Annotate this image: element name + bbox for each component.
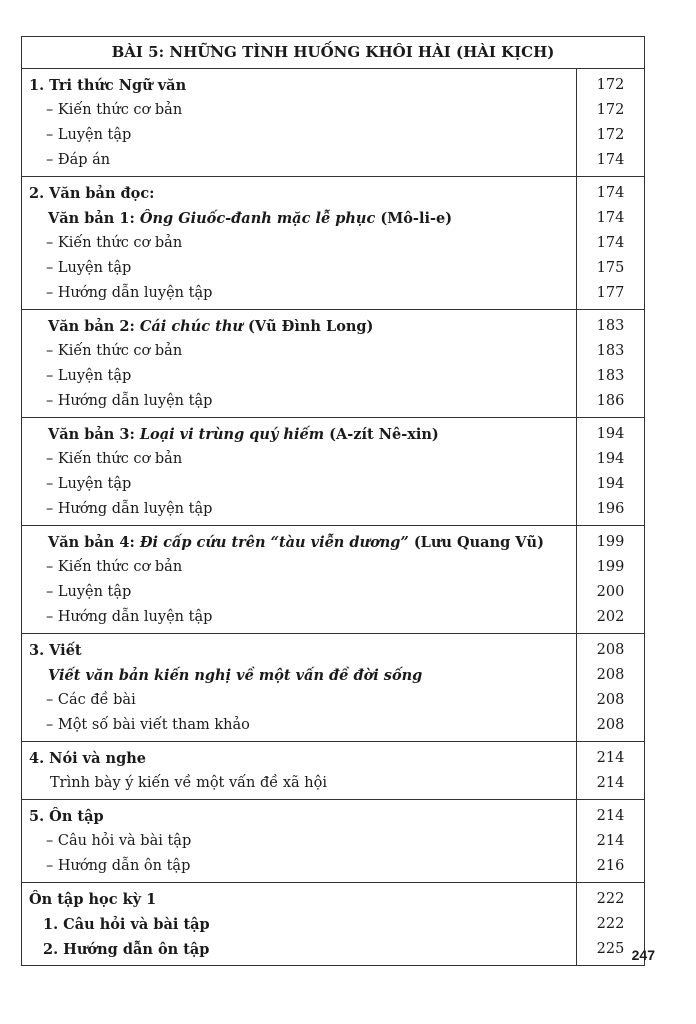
work-title: Viết văn bản kiến nghị về một vấn đề đời sống <box>48 667 423 684</box>
page-ref: 208 <box>596 667 625 683</box>
entry-author: (Mô-li-e) <box>375 210 453 227</box>
page-ref: 225 <box>596 941 625 957</box>
toc-section <box>22 883 644 965</box>
page-ref: 208 <box>596 642 625 658</box>
toc-entry: – Một số bài viết tham khảo <box>46 717 250 733</box>
toc-entry: Ôn tập học kỳ 1 <box>29 891 157 908</box>
toc-entry: – Kiến thức cơ bản <box>46 343 183 359</box>
page-ref: 174 <box>596 185 625 201</box>
page-column <box>576 526 644 633</box>
toc-entry: 2. Hướng dẫn ôn tập <box>43 941 210 958</box>
toc-entry <box>22 314 576 339</box>
page-ref: 183 <box>596 318 625 334</box>
toc-entry: – Hướng dẫn luyện tập <box>46 285 213 301</box>
toc-entries <box>22 69 576 176</box>
toc-section <box>22 310 644 418</box>
toc-section <box>22 634 644 742</box>
toc-section <box>22 69 644 177</box>
page-ref: 196 <box>596 501 625 517</box>
page-ref: 174 <box>596 152 625 168</box>
entry-author: (A-zít Nê-xin) <box>324 426 439 443</box>
entry-label: Văn bản 2: <box>48 318 140 335</box>
page-ref: 194 <box>596 426 625 442</box>
work-title: Ông Giuốc-đanh mặc lễ phục <box>139 210 376 227</box>
toc-entry: Trình bày ý kiến về một vấn đề xã hội <box>50 775 327 791</box>
page-ref: 199 <box>596 559 625 575</box>
toc-entry <box>22 530 576 555</box>
toc-entry: 1. Câu hỏi và bài tập <box>43 916 210 933</box>
table-of-contents <box>21 36 645 966</box>
page-ref: 202 <box>596 609 625 625</box>
toc-entry: – Kiến thức cơ bản <box>46 559 183 575</box>
work-title: Đi cấp cứu trên “tàu viễn dương” <box>139 534 409 551</box>
page-ref: 186 <box>596 393 625 409</box>
page-column <box>576 742 644 799</box>
entry-label: Văn bản 1: <box>48 210 140 227</box>
entry-label: Văn bản 3: <box>48 426 140 443</box>
toc-entry <box>22 663 576 688</box>
toc-entries <box>22 177 576 309</box>
toc-entry: – Luyện tập <box>46 584 132 600</box>
toc-entry: 5. Ôn tập <box>29 808 104 825</box>
toc-section <box>22 177 644 310</box>
toc-section <box>22 526 644 634</box>
toc-entry: – Luyện tập <box>46 127 132 143</box>
toc-entry: – Hướng dẫn luyện tập <box>46 393 213 409</box>
toc-entry <box>22 422 576 447</box>
page-column <box>576 177 644 309</box>
page-ref: 208 <box>596 692 625 708</box>
page-ref: 174 <box>596 210 625 226</box>
page-ref: 175 <box>596 260 625 276</box>
toc-entry: – Luyện tập <box>46 476 132 492</box>
page-ref: 214 <box>596 750 625 766</box>
toc-entry: – Kiến thức cơ bản <box>46 102 183 118</box>
toc-entry: – Kiến thức cơ bản <box>46 451 183 467</box>
toc-section <box>22 418 644 526</box>
entry-author: (Vũ Đình Long) <box>242 318 374 335</box>
page-ref: 183 <box>596 343 625 359</box>
toc-entry: – Hướng dẫn luyện tập <box>46 609 213 625</box>
toc-entry: 4. Nói và nghe <box>29 750 146 767</box>
toc-entry: – Đáp án <box>46 152 111 168</box>
page-ref: 222 <box>596 916 625 932</box>
page-column <box>576 310 644 417</box>
page-ref: 183 <box>596 368 625 384</box>
page-ref: 214 <box>596 833 625 849</box>
work-title: Loại vi trùng quý hiếm <box>139 426 325 443</box>
page-ref: 216 <box>596 858 625 874</box>
page-ref: 172 <box>596 77 625 93</box>
page-column <box>576 418 644 525</box>
page-ref: 208 <box>596 717 625 733</box>
toc-entry: – Hướng dẫn luyện tập <box>46 501 213 517</box>
toc-entries <box>22 634 576 741</box>
work-title: Cái chúc thư <box>139 318 243 335</box>
page-ref: 177 <box>596 285 625 301</box>
toc-entries <box>22 883 576 965</box>
toc-section <box>22 742 644 800</box>
page-ref: 172 <box>596 127 625 143</box>
entry-author: (Lưu Quang Vũ) <box>408 534 544 551</box>
page-column <box>576 800 644 882</box>
toc-section <box>22 800 644 883</box>
toc-entry: 2. Văn bản đọc: <box>29 185 155 202</box>
page-number: 247 <box>631 947 655 963</box>
toc-entry <box>22 206 576 231</box>
page-ref: 199 <box>596 534 625 550</box>
toc-entry: – Câu hỏi và bài tập <box>46 833 192 849</box>
toc-entry: 3. Viết <box>29 642 82 659</box>
page-ref: 172 <box>596 102 625 118</box>
toc-entry: – Luyện tập <box>46 260 132 276</box>
toc-entries <box>22 742 576 799</box>
entry-label: Văn bản 4: <box>48 534 140 551</box>
toc-entries <box>22 310 576 417</box>
toc-sections <box>22 69 644 965</box>
page-ref: 174 <box>596 235 625 251</box>
page-ref: 214 <box>596 808 625 824</box>
page-ref: 214 <box>596 775 625 791</box>
toc-entry: – Hướng dẫn ôn tập <box>46 858 191 874</box>
page-ref: 194 <box>596 451 625 467</box>
page-column <box>576 69 644 176</box>
lesson-title: BÀI 5: NHỮNG TÌNH HUỐNG KHÔI HÀI (HÀI KỊCH) <box>22 37 644 69</box>
toc-entries <box>22 418 576 525</box>
toc-entry: – Kiến thức cơ bản <box>46 235 183 251</box>
page-column <box>576 634 644 741</box>
toc-entries <box>22 526 576 633</box>
toc-entry: – Các đề bài <box>46 692 136 708</box>
page-ref: 200 <box>596 584 625 600</box>
toc-entry: 1. Tri thức Ngữ văn <box>29 77 187 94</box>
page-ref: 194 <box>596 476 625 492</box>
toc-entries <box>22 800 576 882</box>
page-ref: 222 <box>596 891 625 907</box>
toc-entry: – Luyện tập <box>46 368 132 384</box>
